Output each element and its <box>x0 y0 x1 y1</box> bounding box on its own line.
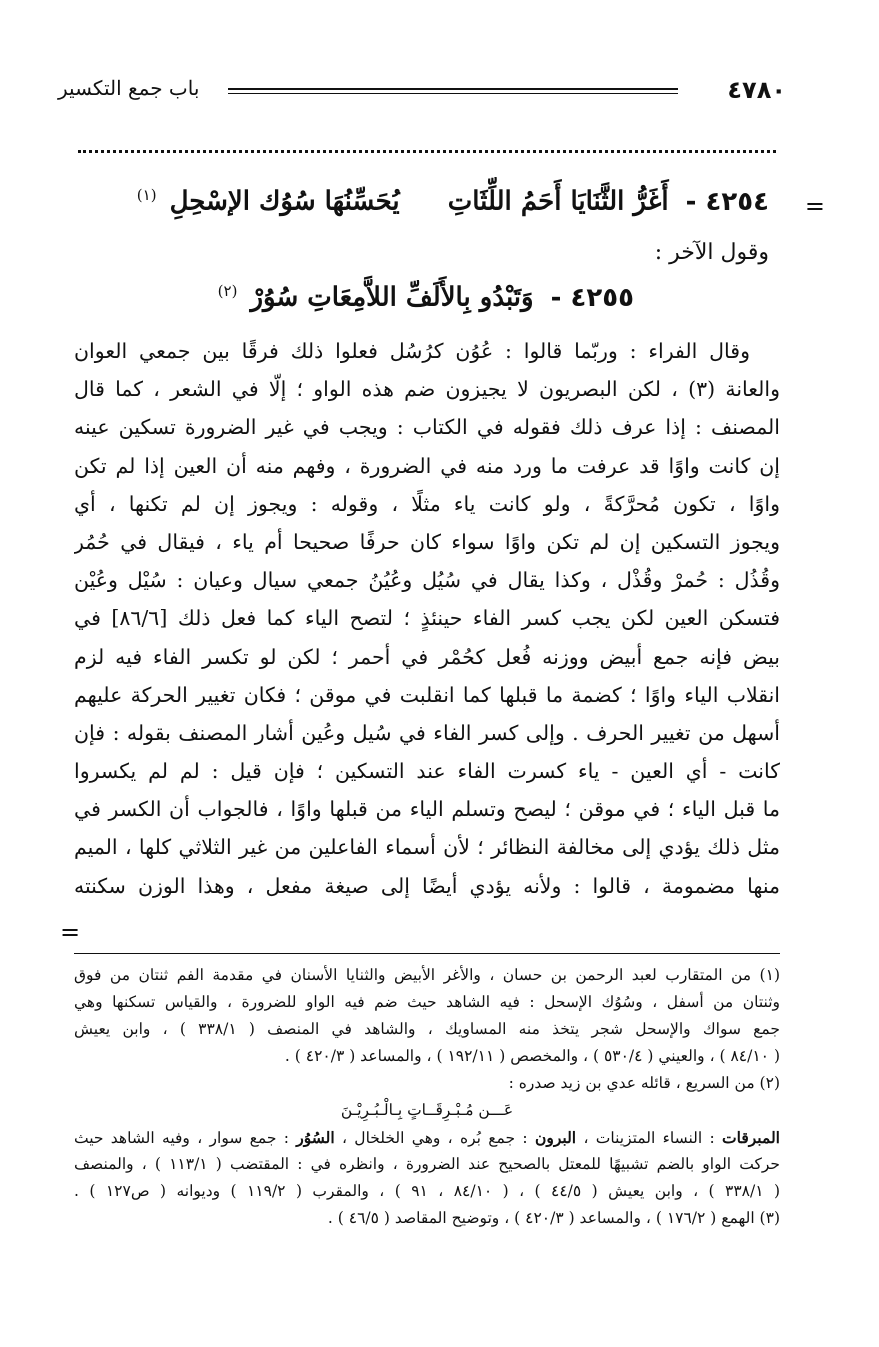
body-line: كانت - أي العين - ياء كسرت الفاء عند التسكين ؛ فإن قيل : لم لم يكسروا <box>74 759 780 784</box>
glossary-text: : جمع بُره ، وهي الخلخال ، <box>341 1129 528 1147</box>
footnote-line: حركت الواو بالضم تشبيهًا للمعتل بالصحيح عند الضرورة ، وانظره في : المقتضب ( ١١٣/١ ) ، والمنصف <box>74 1155 780 1173</box>
body-line: بيض فإنه جمع أبيض ووزنه فُعل كحُمْر في أحمر ؛ لكن لو تكسر الفاء فيه لزم <box>74 644 780 669</box>
glossary-term: البرون <box>534 1128 577 1147</box>
footnote-verse-fragment: عَـــن مُـبْـرِقَــاتٍ بِـالْـبُـرِيْـنَ <box>340 1101 514 1119</box>
body-line: مثل ذلك يؤدي إلى مخالفة النظائر ؛ لأن أسماء الفاعلين من غير الثلاثي كلها ، الميم <box>74 835 780 860</box>
footnote-line: ( ٨٤/١٠ ) ، والعيني ( ٥٣٠/٤ ) ، والمخصص ( ١٩٢/١١ ) ، والمساعد ( ٤٢٠/٣ ) . <box>284 1047 780 1065</box>
footnote-line: (٢) من السريع ، قائله عدي بن زيد صدره : <box>508 1074 780 1092</box>
page-number: ٤٧٨٠ <box>727 76 786 104</box>
verse-4254 <box>137 186 769 217</box>
verse-first-hemistich: وَتَبْدُو بِالأَلَفِّ اللاَّمِعَاتِ سُوُرْ <box>250 282 534 313</box>
chapter-title: باب جمع التكسير <box>58 76 200 100</box>
footnote-glossary-line <box>74 1124 780 1151</box>
footnote-line: وثنتان من أسفل ، وسُوُك الإسحل : فيه الشاهد حيث ضم فيه الواو للضرورة ، والقياس تسكنها وهي <box>74 993 780 1011</box>
body-line: ما قبل الياء ؛ في موقن ؛ ليصح وتسلم الياء من قبلها واوًا ، فالجواب أن الكسر في <box>74 797 780 822</box>
body-line: انقلاب الياء واوًا ؛ كضمة ما قبلها كما انقلبت في موقن ؛ فكان تغيير الحركة عليهم <box>74 682 780 707</box>
verse-second-hemistich: يُحَسِّنُهَا سُوُك الإسْحِلِ <box>169 186 400 217</box>
body-line: وقال الفراء : وربّما قالوا : عُوُن كرُسُل فعلوا ذلك فرقًا بين جمعي العوان <box>74 339 750 363</box>
glossary-term: السُوُر <box>296 1128 335 1147</box>
footnote-rule <box>74 953 780 954</box>
intro-line: وقول الآخر : <box>654 240 769 265</box>
body-line: إن كانت واوًا قد عرفت ما ورد منه في الضرورة ، وفهم منه أن العين إذا لم تكن <box>74 453 780 478</box>
verse-4255 <box>218 282 634 313</box>
glossary-text: : النساء المتزينات ، <box>583 1129 715 1147</box>
footnotes <box>74 962 780 1232</box>
footnote-ref: (٢) <box>217 282 238 300</box>
page-header <box>58 74 786 114</box>
header-rule-thin <box>228 93 678 94</box>
header-rule <box>228 88 678 90</box>
dotted-separator <box>78 150 776 153</box>
footnote-line: ( ٣٣٨/١ ) ، وابن يعيش ( ٤٤/٥ ) ، ( ٨٤/١٠ ، ٩١ ) ، والمقرب ( ١١٩/٢ ) وديوانه ( ص١٢٧ ) . <box>74 1182 780 1200</box>
body-line: أسهل من تغيير الحرف . وإلى كسر الفاء في سُيل وعُين أشار المصنف بقوله : فإن <box>74 720 780 745</box>
body-line: ويجوز التسكين إن لم تكن واوًا سواء كان حرفًا صحيحا أم ياء ، فيقال في حُمُر <box>74 529 780 554</box>
body-line: واوًا ، تكون مُحرَّكةً ، ولو كانت ياء مثلًا ، وقوله : ويجوز إن لم تكنها ، أي <box>74 491 780 516</box>
body-line: فتسكن العين لكن يجب كسر الفاء حينئذٍ ؛ لتصح الياء كما فعل ذلك [٨٦/٦] في <box>74 606 780 631</box>
verse-first-hemistich: أَغَرُّ الثَّنَايَا أَحَمُ اللِّثَاتِ <box>447 186 669 217</box>
footnote-line: (١) من المتقارب لعبد الرحمن بن حسان ، والأغر الأبيض والثنايا الأسنان في مقدمة الفم ثنتان من فوق <box>74 966 780 984</box>
footnote-ref: (١) <box>136 186 157 204</box>
verse-number: ٤٢٥٤ - <box>685 186 769 217</box>
body-line: المصنف : إذا عرف ذلك فقوله في الكتاب : ويجب في غير الضرورة تسكين عينه <box>74 415 780 440</box>
body-line: منها مضمومة ، قالوا : ولأنه يؤدي أيضًا إلى صيغة مفعل ، وهذا الوزن سكنته <box>74 873 780 898</box>
body-text <box>74 332 780 905</box>
verse-number: ٤٢٥٥ - <box>550 282 634 313</box>
footnote-line: جمع سواك والإسحل شجر يتخذ منه المساويك ، والشاهد في المنصف ( ٣٣٨/١ ) ، وابن يعيش <box>74 1020 780 1038</box>
glossary-text: : جمع سوار ، وفيه الشاهد حيث <box>74 1129 289 1147</box>
footnote-line: (٣) الهمع ( ١٧٦/٢ ) ، والمساعد ( ٤٢٠/٣ ) ، وتوضيح المقاصد ( ٤٦/٥ ) . <box>327 1209 780 1227</box>
continuation-mark: = <box>804 192 825 220</box>
continuation-mark: = <box>60 918 81 946</box>
glossary-term: المبرقات <box>722 1128 780 1147</box>
body-line: والعانة (٣) ، لكن البصريون لا يجيزون ضم هذه الواو ؛ إلّا في الشعر ، كما قال <box>74 377 780 402</box>
body-line: وقُذُل : حُمرْ وقُذْل ، وكذا يقال في سُيُل وعُيُنُ جمعي سيال وعيان : سُيْل وعُيْن <box>74 568 780 593</box>
